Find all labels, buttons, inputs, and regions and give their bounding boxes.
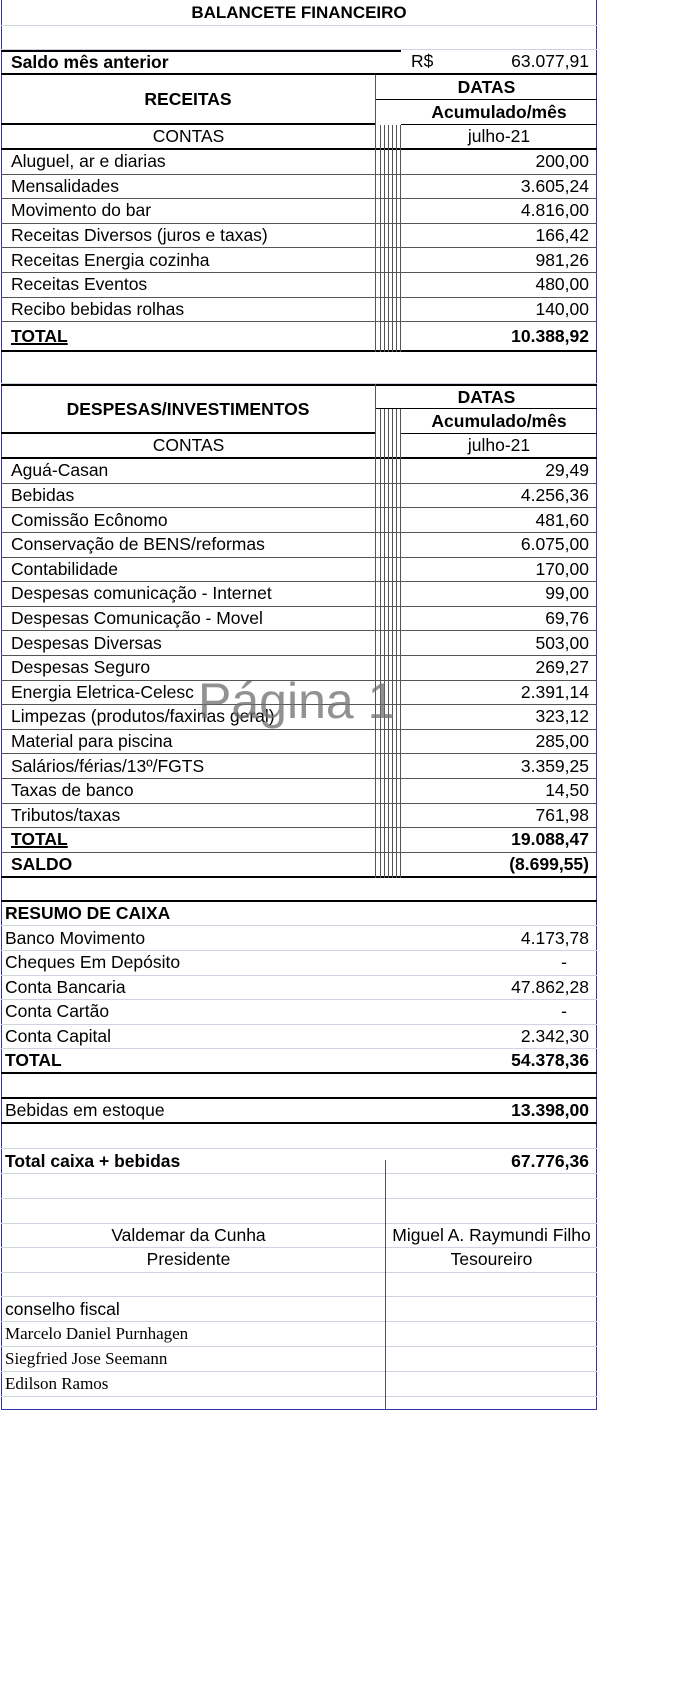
column-divider bbox=[396, 125, 397, 352]
resumo-total-row bbox=[1, 1049, 597, 1074]
resumo-row bbox=[1, 1000, 597, 1025]
despesa-value[interactable]: 29,49 bbox=[545, 460, 589, 481]
presidente-name[interactable]: Valdemar da Cunha bbox=[111, 1224, 266, 1245]
despesas-total-value[interactable]: 19.088,47 bbox=[511, 829, 589, 850]
signature-names-row bbox=[1, 1224, 597, 1249]
column-divider bbox=[375, 75, 376, 352]
despesa-row bbox=[1, 779, 597, 804]
resumo-value[interactable]: 2.342,30 bbox=[520, 1026, 589, 1047]
column-divider bbox=[385, 1160, 386, 1410]
receitas-header-block bbox=[1, 75, 597, 125]
despesa-label[interactable]: Conservação de BENS/reformas bbox=[11, 534, 265, 555]
despesa-row bbox=[1, 730, 597, 755]
despesa-value[interactable]: 170,00 bbox=[535, 558, 589, 579]
despesa-label[interactable]: Bebidas bbox=[11, 485, 75, 506]
conselho-member[interactable]: Siegfried Jose Seemann bbox=[5, 1349, 168, 1369]
column-divider bbox=[388, 409, 389, 878]
despesa-row bbox=[1, 607, 597, 632]
despesa-label[interactable]: Contabilidade bbox=[11, 558, 119, 579]
receita-label[interactable]: Receitas Energia cozinha bbox=[11, 249, 210, 270]
blank-row bbox=[1, 1174, 597, 1199]
blank-row bbox=[1, 1074, 597, 1099]
conselho-label[interactable]: conselho fiscal bbox=[5, 1298, 120, 1319]
despesa-row bbox=[1, 582, 597, 607]
receita-row bbox=[1, 248, 597, 273]
resumo-label[interactable]: Cheques Em Depósito bbox=[5, 952, 181, 973]
conselho-member-row bbox=[1, 1372, 597, 1397]
receita-label[interactable]: Aluguel, ar e diarias bbox=[11, 151, 166, 172]
despesa-value[interactable]: 3.359,25 bbox=[520, 755, 589, 776]
receita-value[interactable]: 140,00 bbox=[535, 298, 589, 319]
despesas-header[interactable]: DESPESAS/INVESTIMENTOS bbox=[1, 384, 376, 434]
despesa-row bbox=[1, 484, 597, 509]
despesa-value[interactable]: 503,00 bbox=[535, 632, 589, 653]
despesa-value[interactable]: 323,12 bbox=[535, 706, 589, 727]
receita-row bbox=[1, 224, 597, 249]
despesa-row bbox=[1, 459, 597, 484]
receitas-contas-label[interactable]: CONTAS bbox=[152, 126, 225, 146]
despesas-contas-label[interactable]: CONTAS bbox=[152, 435, 225, 456]
resumo-label[interactable]: Conta Cartão bbox=[5, 1001, 110, 1022]
blank-row bbox=[1, 1124, 597, 1149]
receita-value[interactable]: 4.816,00 bbox=[520, 200, 589, 221]
receitas-period[interactable]: julho-21 bbox=[467, 126, 531, 146]
receita-value[interactable]: 166,42 bbox=[535, 225, 589, 246]
column-divider bbox=[388, 125, 389, 352]
despesa-row bbox=[1, 754, 597, 779]
receita-value[interactable]: 480,00 bbox=[535, 274, 589, 295]
resumo-value[interactable]: - bbox=[561, 1001, 567, 1022]
blank-row bbox=[1, 1199, 597, 1224]
receita-row bbox=[1, 175, 597, 200]
despesa-row bbox=[1, 804, 597, 829]
blank-row bbox=[1, 26, 597, 50]
total-caixa-row bbox=[1, 1149, 597, 1174]
despesas-datas[interactable]: DATAS bbox=[376, 384, 597, 409]
resumo-value[interactable]: - bbox=[561, 952, 567, 973]
conselho-member-row bbox=[1, 1322, 597, 1347]
column-divider bbox=[384, 125, 385, 352]
page-title[interactable]: BALANCETE FINANCEIRO bbox=[191, 2, 407, 22]
despesa-row bbox=[1, 705, 597, 730]
resumo-value[interactable]: 47.862,28 bbox=[511, 976, 589, 997]
despesa-label[interactable]: Energia Eletrica-Celesc bbox=[11, 681, 194, 702]
despesa-label[interactable]: Tributos/taxas bbox=[11, 804, 121, 825]
despesa-label[interactable]: Aguá-Casan bbox=[11, 460, 109, 481]
despesas-acumulado[interactable]: Acumulado/mês bbox=[401, 409, 597, 434]
bebidas-label[interactable]: Bebidas em estoque bbox=[5, 1100, 165, 1121]
despesa-value[interactable]: 481,60 bbox=[535, 509, 589, 530]
despesa-value[interactable]: 2.391,14 bbox=[520, 681, 589, 702]
despesas-contas-row bbox=[1, 434, 597, 459]
page-watermark: Página 1 bbox=[198, 673, 396, 729]
saldo-row bbox=[1, 853, 597, 878]
tesoureiro-name[interactable]: Miguel A. Raymundi Filho bbox=[392, 1224, 591, 1245]
receitas-total-label[interactable]: TOTAL bbox=[11, 325, 68, 346]
resumo-total-value[interactable]: 54.378,36 bbox=[511, 1050, 589, 1071]
resumo-label[interactable]: Banco Movimento bbox=[5, 927, 146, 948]
resumo-total-label[interactable]: TOTAL bbox=[5, 1050, 62, 1071]
saldo-value[interactable]: (8.699,55) bbox=[509, 853, 589, 874]
column-divider bbox=[380, 409, 381, 878]
resumo-row bbox=[1, 926, 597, 951]
saldo-anterior-label[interactable]: Saldo mês anterior bbox=[1, 50, 401, 73]
receitas-total-row bbox=[1, 322, 597, 352]
despesa-label[interactable]: Despesas comunicação - Internet bbox=[11, 583, 272, 604]
column-divider bbox=[400, 409, 401, 878]
presidente-role[interactable]: Presidente bbox=[146, 1249, 231, 1270]
column-divider bbox=[380, 125, 381, 352]
receita-label[interactable]: Movimento do bar bbox=[11, 200, 152, 221]
conselho-member[interactable]: Edilson Ramos bbox=[5, 1374, 109, 1394]
receita-row bbox=[1, 150, 597, 175]
receitas-total-value[interactable]: 10.388,92 bbox=[511, 325, 589, 346]
despesa-label[interactable]: Despesas Seguro bbox=[11, 657, 151, 678]
despesa-value[interactable]: 761,98 bbox=[535, 804, 589, 825]
receita-label[interactable]: Receitas Eventos bbox=[11, 274, 148, 295]
despesa-value[interactable]: 14,50 bbox=[545, 780, 589, 801]
despesa-value[interactable]: 285,00 bbox=[535, 731, 589, 752]
receitas-datas[interactable]: DATAS bbox=[376, 75, 597, 100]
resumo-value[interactable]: 4.173,78 bbox=[520, 927, 589, 948]
bebidas-value[interactable]: 13.398,00 bbox=[511, 1100, 589, 1121]
receita-value[interactable]: 981,26 bbox=[535, 249, 589, 270]
despesa-row bbox=[1, 656, 597, 681]
bebidas-row bbox=[1, 1099, 597, 1124]
column-divider bbox=[392, 125, 393, 352]
despesas-total-label[interactable]: TOTAL bbox=[11, 829, 68, 850]
despesas-total-row bbox=[1, 828, 597, 853]
blank-row bbox=[1, 352, 597, 384]
receita-row bbox=[1, 273, 597, 298]
conselho-member[interactable]: Marcelo Daniel Purnhagen bbox=[5, 1324, 189, 1344]
receita-row bbox=[1, 298, 597, 323]
conselho-member-row bbox=[1, 1347, 597, 1372]
despesa-row bbox=[1, 631, 597, 656]
receitas-contas-row bbox=[1, 125, 597, 150]
despesa-row bbox=[1, 681, 597, 706]
resumo-header[interactable]: RESUMO DE CAIXA bbox=[5, 903, 171, 924]
receita-row bbox=[1, 199, 597, 224]
receita-label[interactable]: Recibo bebidas rolhas bbox=[11, 298, 185, 319]
despesa-row bbox=[1, 533, 597, 558]
blank-row bbox=[1, 878, 597, 902]
receita-label[interactable]: Receitas Diversos (juros e taxas) bbox=[11, 225, 268, 246]
currency-label[interactable]: R$ bbox=[411, 51, 434, 71]
despesas-period[interactable]: julho-21 bbox=[467, 435, 531, 456]
column-divider bbox=[384, 409, 385, 878]
column-divider bbox=[392, 409, 393, 878]
total-caixa-value[interactable]: 67.776,36 bbox=[511, 1150, 589, 1171]
despesa-value[interactable]: 269,27 bbox=[535, 657, 589, 678]
despesa-label[interactable]: Taxas de banco bbox=[11, 780, 134, 801]
saldo-anterior-value[interactable]: 63.077,91 bbox=[511, 51, 589, 71]
despesa-label[interactable]: Limpezas (produtos/faxinas geral) bbox=[11, 706, 275, 727]
receitas-acumulado[interactable]: Acumulado/mês bbox=[401, 100, 597, 125]
resumo-row bbox=[1, 976, 597, 1001]
column-divider bbox=[375, 384, 376, 878]
signature-roles-row bbox=[1, 1248, 597, 1273]
resumo-row bbox=[1, 1025, 597, 1050]
receita-value[interactable]: 200,00 bbox=[535, 151, 589, 172]
despesa-row bbox=[1, 508, 597, 533]
title-row bbox=[1, 0, 597, 26]
resumo-label[interactable]: Conta Capital bbox=[5, 1026, 112, 1047]
despesa-label[interactable]: Comissão Ecônomo bbox=[11, 509, 168, 530]
resumo-label[interactable]: Conta Bancaria bbox=[5, 976, 126, 997]
column-divider bbox=[400, 125, 401, 352]
despesa-label[interactable]: Despesas Diversas bbox=[11, 632, 162, 653]
despesa-row bbox=[1, 558, 597, 583]
despesa-value[interactable]: 6.075,00 bbox=[520, 534, 589, 555]
receitas-header[interactable]: RECEITAS bbox=[1, 75, 376, 125]
saldo-anterior-row bbox=[1, 50, 597, 75]
saldo-label[interactable]: SALDO bbox=[11, 853, 73, 874]
despesa-label[interactable]: Despesas Comunicação - Movel bbox=[11, 608, 263, 629]
despesa-label[interactable]: Material para piscina bbox=[11, 731, 173, 752]
despesa-value[interactable]: 4.256,36 bbox=[520, 485, 589, 506]
blank-row bbox=[1, 1273, 597, 1298]
column-divider bbox=[396, 409, 397, 878]
resumo-header-row bbox=[1, 902, 597, 927]
resumo-row bbox=[1, 951, 597, 976]
despesas-header-block bbox=[1, 384, 597, 434]
despesa-value[interactable]: 69,76 bbox=[545, 608, 589, 629]
despesa-label[interactable]: Salários/férias/13º/FGTS bbox=[11, 755, 205, 776]
despesa-value[interactable]: 99,00 bbox=[545, 583, 589, 604]
receita-label[interactable]: Mensalidades bbox=[11, 175, 119, 196]
receita-value[interactable]: 3.605,24 bbox=[520, 175, 589, 196]
total-caixa-label[interactable]: Total caixa + bebidas bbox=[5, 1150, 181, 1171]
tesoureiro-role[interactable]: Tesoureiro bbox=[450, 1249, 533, 1270]
conselho-row bbox=[1, 1297, 597, 1322]
